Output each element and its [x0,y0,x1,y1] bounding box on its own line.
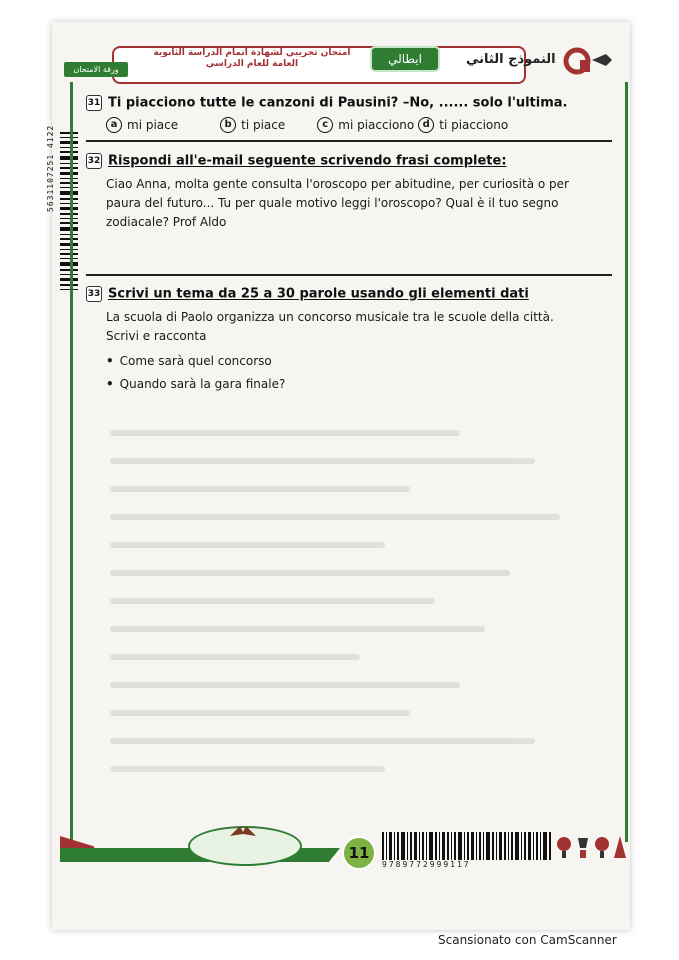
email-text: Ciao Anna, molta gente consulta l'oroscopo per abitudine, per curiosità o per paura del futuro... Tu per quale motivo leggi l'oroscopo? Qual è il tuo segno zodiacale? Prof Aldo [106,177,569,229]
footer-barcode-icon [382,832,552,860]
exam-title-line1: امتحان تجريبي لشهادة اتمام الدراسة الثانوية [153,48,351,58]
bleed-through [110,430,610,794]
section-divider [86,274,612,276]
exam-title-line2: العامة للعام الدراسي [205,59,299,69]
option-mark: b [220,117,236,133]
question-title: Scrivi un tema da 25 a 30 parole usando gli elementi dati [108,286,529,302]
eagle-icon [228,822,258,842]
side-barcode-number: 5631107251 4122 [46,124,55,212]
publisher-logo-icon [562,46,592,76]
scanner-note: Scansionato con CamScanner [438,933,617,947]
option-c[interactable] [317,117,414,133]
question-title: Rispondi all'e-mail seguente scrivendo frasi complete: [108,153,507,169]
answer-options [106,117,606,133]
page-number: 11 [342,836,376,870]
option-text: mi piacciono [338,118,415,132]
bullet-item: • Quando sarà la gara finale? [106,373,606,396]
question-number: 31 [86,95,102,111]
subject-badge: ايطالي [372,48,438,70]
footer-barcode-number: 9789772999117 [382,860,471,869]
option-mark: c [317,117,333,133]
option-d[interactable] [418,117,508,133]
prompt-text: La scuola di Paolo organizza un concorso musicale tra le scuole della città. Scrivi e racconta [106,310,554,343]
model-label: النموذج الثاني [466,52,556,67]
page-footer [60,822,630,872]
decor-icons [556,834,630,860]
option-a[interactable] [106,117,178,133]
question-32 [86,153,606,232]
question-31 [86,95,606,133]
option-b[interactable] [220,117,285,133]
question-number: 33 [86,286,102,302]
option-mark: d [418,117,434,133]
question-number: 32 [86,153,102,169]
pen-icon [592,52,612,68]
bullet-item: • Come sarà quel concorso [106,350,606,373]
sheet-label: ورقة الامتحان [64,62,128,77]
exam-title [142,48,362,70]
page-header [52,42,612,82]
section-divider [86,140,612,142]
option-text: ti piace [241,118,286,132]
question-33 [86,286,606,396]
bullet-list [106,350,606,396]
option-mark: a [106,117,122,133]
option-text: ti piacciono [439,118,509,132]
option-text: mi piace [127,118,179,132]
question-text: Ti piacciono tutte le canzoni di Pausini? –No, ...... solo l'ultima. [108,95,568,111]
